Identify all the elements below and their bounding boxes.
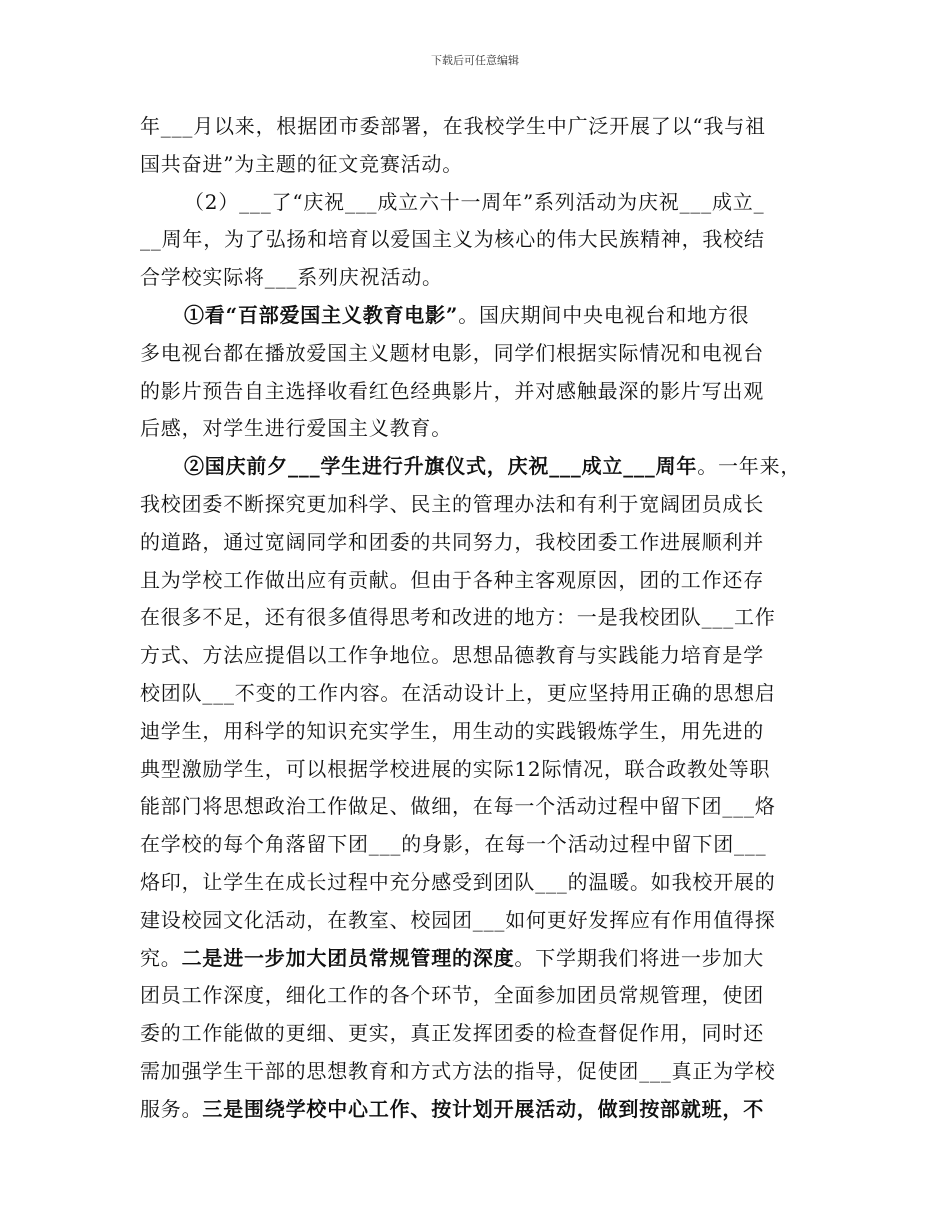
- text-segment: 团员工作深度，细化工作的各个环节，全面参加团员常规管理，使团: [140, 983, 764, 1008]
- text-line: [140, 562, 816, 600]
- text-line: [140, 713, 816, 751]
- text-line: [140, 221, 816, 259]
- page-header: 下载后可任意编辑: [431, 54, 519, 67]
- text-line: [140, 902, 816, 940]
- text-line: [140, 524, 816, 562]
- text-line: [140, 108, 816, 146]
- text-line: [140, 637, 816, 675]
- text-segment: 校团队___不变的工作内容。在活动设计上，更应坚持用正确的思想启: [140, 680, 776, 705]
- text-segment: 典型激励学生，可以根据学校进展的实际12际情况，联合政教处等职: [140, 756, 771, 781]
- text-line: [140, 373, 816, 411]
- text-segment: 。一年来，: [697, 454, 802, 479]
- text-segment: 建设校园文化活动，在教室、校园团___如何更好发挥应有作用值得探: [140, 907, 776, 932]
- text-segment: 。国庆期间中央电视台和地方很: [458, 302, 750, 327]
- text-line: [140, 1015, 816, 1053]
- text-line: [140, 751, 816, 789]
- text-line: [140, 184, 816, 222]
- text-segment: （2）___了“庆祝___成立六十一周年”系列活动为庆祝___成立_: [184, 189, 765, 214]
- text-segment: __周年，为了弘扬和培育以爱国主义为核心的伟大民族精神，我校结: [140, 227, 765, 252]
- text-segment: 国共奋进”为主题的征文竞赛活动。: [140, 151, 464, 176]
- text-line: [140, 788, 816, 826]
- text-segment: 服务。: [140, 1096, 203, 1121]
- text-line: [140, 297, 816, 335]
- text-line: [140, 1091, 816, 1129]
- text-segment: 迪学生，用科学的知识充实学生，用生动的实践锻炼学生，用先进的: [140, 718, 764, 743]
- text-segment: 多电视台都在播放爱国主义题材电影，同学们根据实际情况和电视台: [140, 340, 764, 365]
- text-line: [140, 1053, 816, 1091]
- text-segment: 在很多不足，还有很多值得思考和改进的地方：一是我校团队___工作: [140, 605, 776, 630]
- text-line: [140, 486, 816, 524]
- body-text: [140, 108, 816, 1129]
- text-segment: 且为学校工作做出应有贡献。但由于各种主客观原因，团的工作还存: [140, 567, 764, 592]
- bold-text-segment: ①看“百部爱国主义教育电影”: [184, 302, 459, 327]
- text-line: [140, 675, 816, 713]
- text-line: [140, 146, 816, 184]
- text-segment: 我校团委不断探究更加科学、民主的管理办法和有利于宽阔团员成长: [140, 491, 764, 516]
- text-line: [140, 864, 816, 902]
- text-segment: 。下学期我们将进一步加大: [514, 945, 765, 970]
- text-segment: 的道路，通过宽阔同学和团委的共同努力，我校团委工作进展顺利并: [140, 529, 764, 554]
- text-line: [140, 977, 816, 1015]
- text-segment: 合学校实际将___系列庆祝活动。: [140, 265, 443, 290]
- text-segment: 在学校的每个角落留下团___的身影，在每一个活动过程中留下团___: [140, 832, 767, 857]
- text-segment: 方式、方法应提倡以工作争地位。思想品德教育与实践能力培育是学: [140, 643, 764, 668]
- text-segment: 需加强学生干部的思想教育和方式方法的指导，促使团___真正为学校: [140, 1058, 776, 1083]
- text-segment: 究。: [140, 945, 182, 970]
- text-line: [140, 940, 816, 978]
- bold-text-segment: 三是围绕学校中心工作、按计划开展活动，做到按部就班，不: [202, 1096, 765, 1121]
- text-line: [140, 410, 816, 448]
- bold-text-segment: ②国庆前夕___学生进行升旗仪式，庆祝___成立___周年: [184, 454, 698, 479]
- text-line: [140, 448, 816, 486]
- text-line: [140, 335, 816, 373]
- text-segment: 委的工作能做的更细、更实，真正发挥团委的检查督促作用，同时还: [140, 1021, 764, 1046]
- text-segment: 后感，对学生进行爱国主义教育。: [140, 416, 452, 441]
- text-line: [140, 599, 816, 637]
- text-segment: 烙印，让学生在成长过程中充分感受到团队___的温暖。如我校开展的: [140, 869, 776, 894]
- text-line: [140, 259, 816, 297]
- bold-text-segment: 二是进一步加大团员常规管理的深度: [181, 945, 515, 970]
- text-line: [140, 826, 816, 864]
- text-segment: 年___月以来，根据团市委部署，在我校学生中广泛开展了以“我与祖: [140, 114, 766, 138]
- text-segment: 的影片预告自主选择收看红色经典影片，并对感触最深的影片写出观: [140, 378, 764, 403]
- text-segment: 能部门将思想政治工作做足、做细，在每一个活动过程中留下团___烙: [140, 794, 776, 819]
